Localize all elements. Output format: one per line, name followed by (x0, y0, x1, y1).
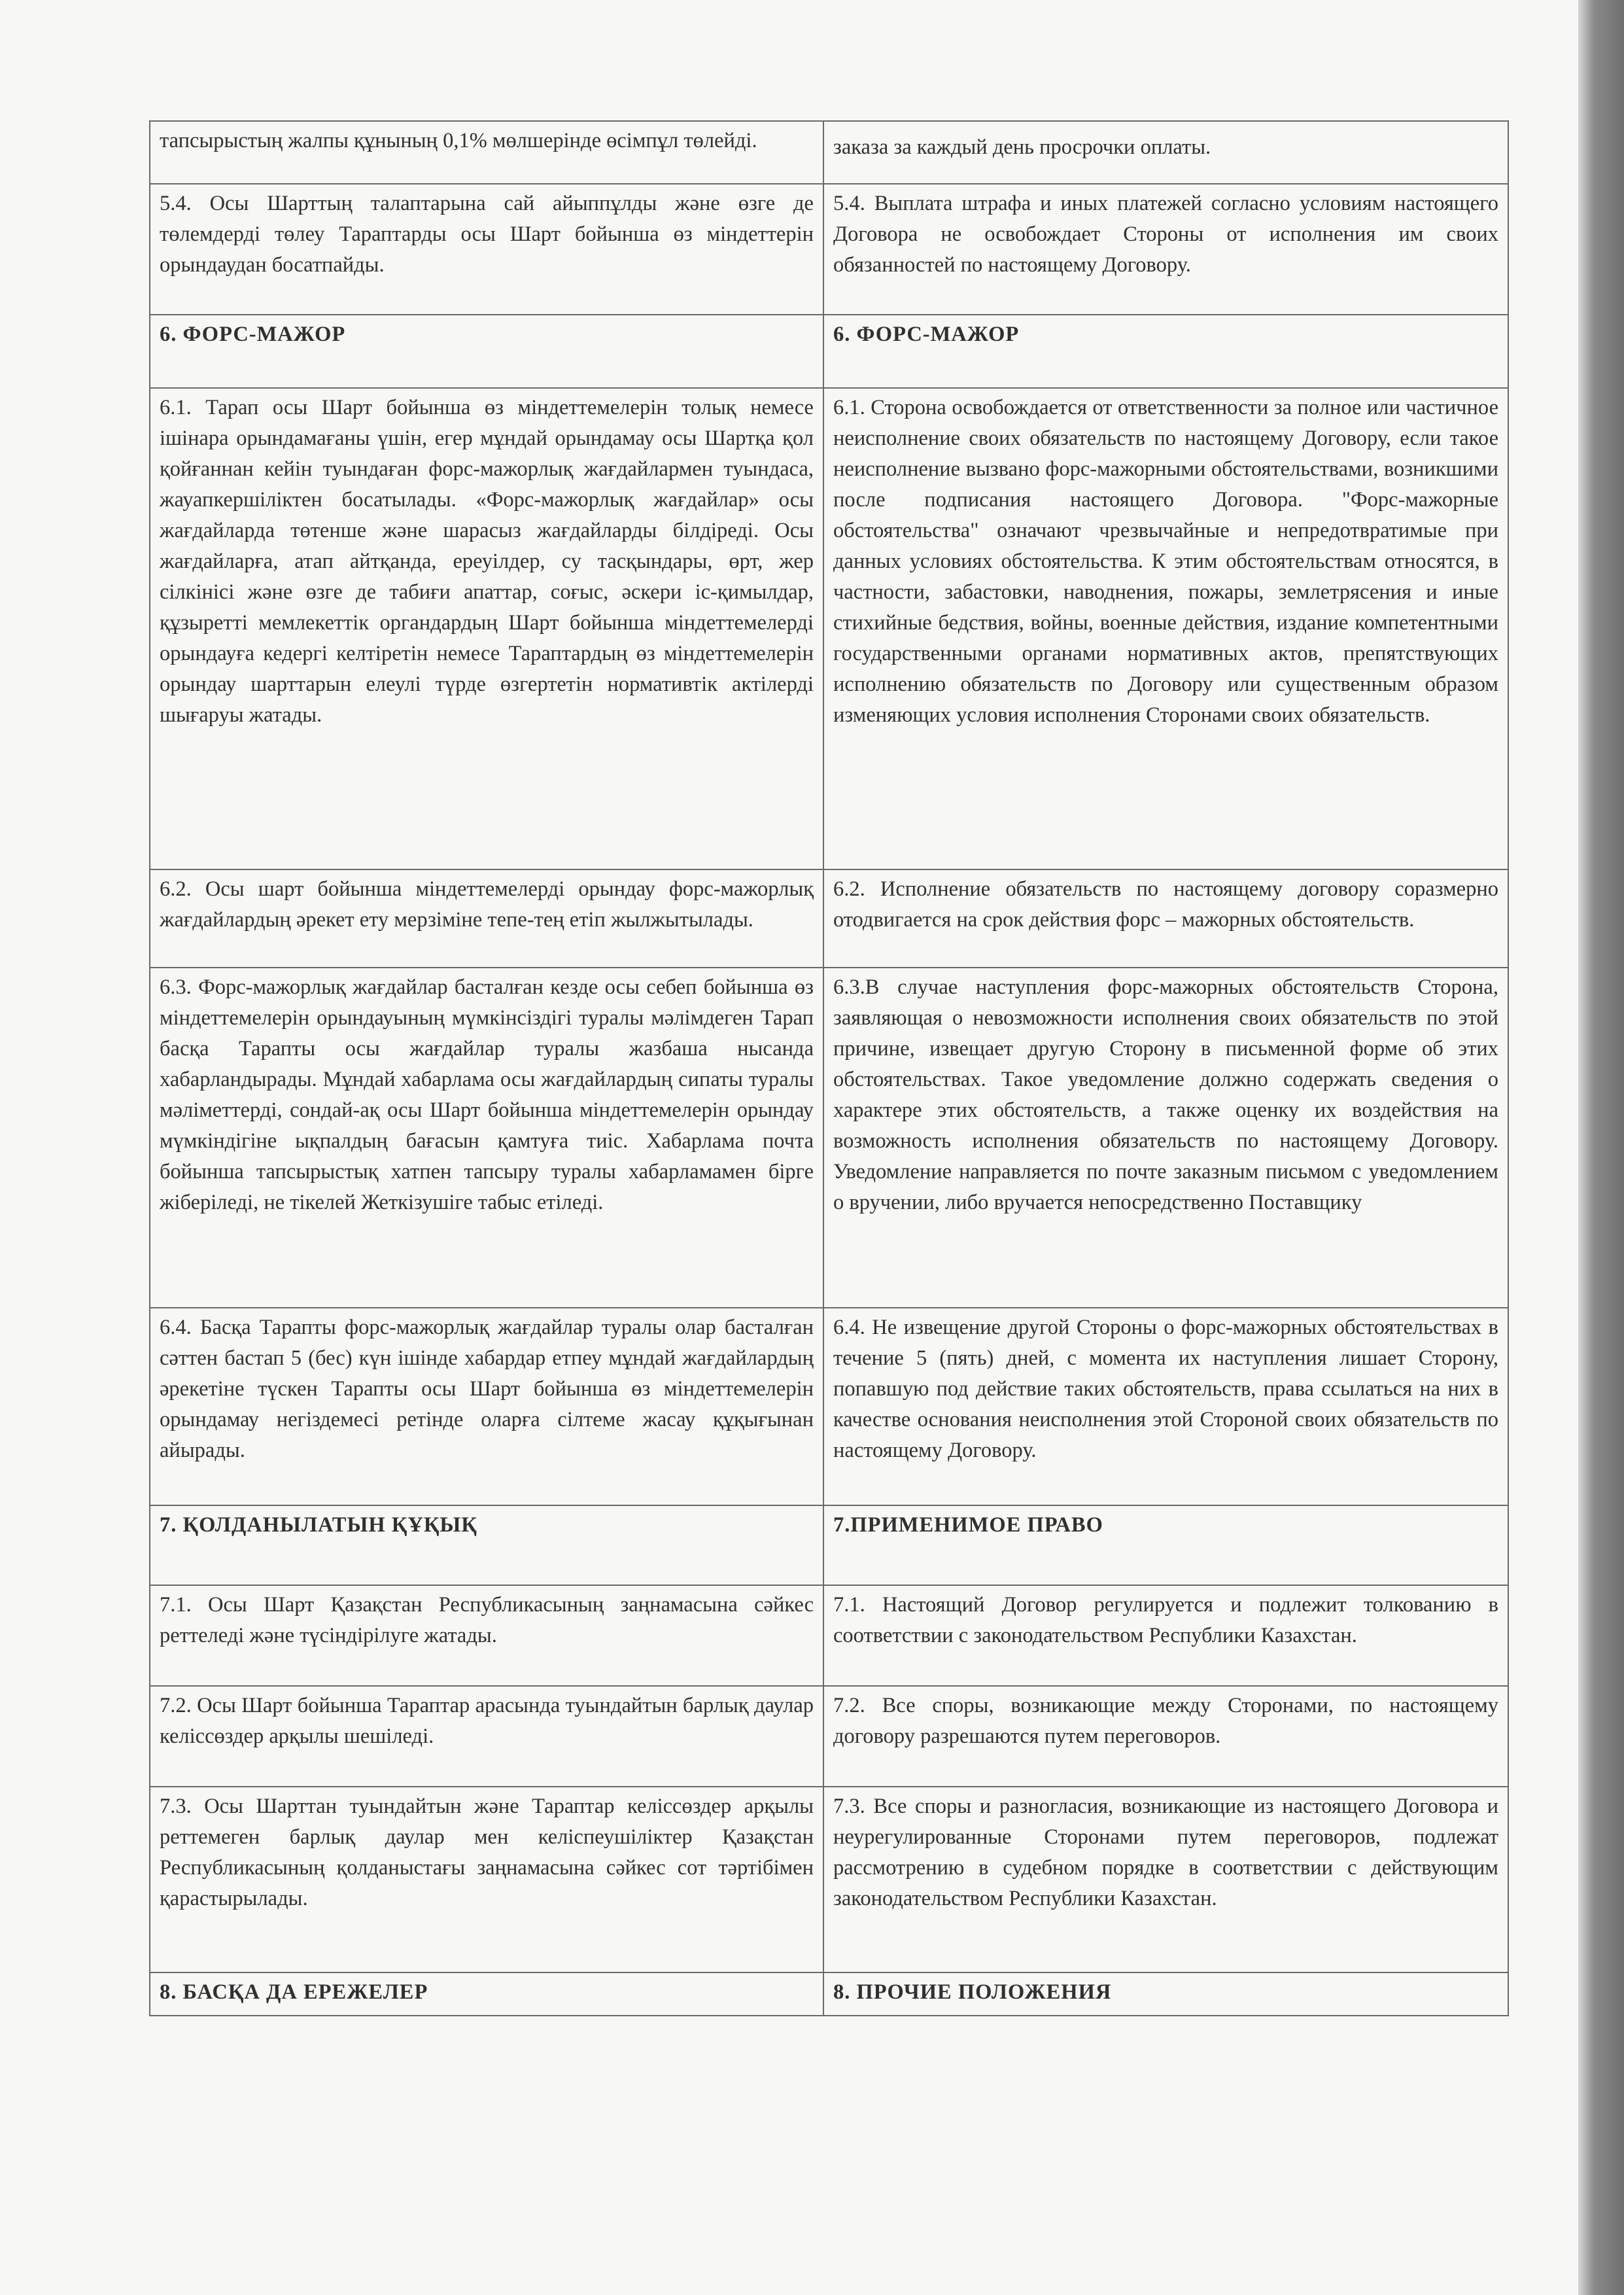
section-header-row (150, 1505, 1508, 1585)
kz-cell (150, 869, 823, 968)
table-row (150, 184, 1508, 315)
ru-cell (823, 184, 1508, 315)
kz-text: 6.1. Тарап осы Шарт бойынша өз міндеттемелерін толық немесе ішінара орындамағаны үшін, егер мұндай орындамау осы Шартқа қол қойғаннан кейін туындаған форс-мажорлық жағдайлармен туындаса, жауапкершіліктен босатылады. «Форс-мажорлық жағдайлар» осы жағдайларда төтенше және шарасыз жағдайларды білдіреді. Осы жағдайларға, атап айтқанда, ереуілдер, су тасқындары, өрт, жер сілкінісі және өзге де табиғи апаттар, соғыс, әскери іс-қимылдар, құзыретті мемлекеттік органдардың Шарт бойынша міндеттемелерді орындауға кедергі келтіретін немесе Тараптардың өз міндеттемелерін орындау шарттарын елеулі түрде өзгертетін нормативтік актілерді шығаруы жатады. (160, 396, 814, 727)
ru-text: 7.2. Все споры, возникающие между Сторонами, по настоящему договору разрешаются путем переговоров. (833, 1694, 1498, 1748)
ru-text: 6.2. Исполнение обязательств по настоящему договору соразмерно отодвигается на срок действия форс – мажорных обстоятельств. (833, 877, 1498, 932)
table-row (150, 1585, 1508, 1686)
ru-cell (823, 121, 1508, 184)
kz-cell (150, 121, 823, 184)
table-row (150, 388, 1508, 869)
table-row (150, 1686, 1508, 1787)
table-row (150, 1787, 1508, 1972)
kz-cell (150, 1585, 823, 1686)
section-title-ru (823, 315, 1508, 388)
ru-text: 6.3.В случае наступления форс-мажорных обстоятельств Сторона, заявляющая о невозможности исполнения своих обязательств по этой причине, извещает другую Сторону в письменной форме об этих обстоятельствах. Такое уведомление должно содержать сведения о характере этих обстоятельств, а также оценку их воздействия на возможность исполнения обязательств по настоящему Договору. Уведомление направляется по почте заказным письмом с уведомлением о вручении, либо вручается непосредственно Поставщику (833, 975, 1498, 1214)
ru-cell (823, 968, 1508, 1308)
ru-cell (823, 388, 1508, 869)
section-header-row (150, 1972, 1508, 2016)
section-header-row (150, 315, 1508, 388)
ru-text: 6.1. Сторона освобождается от ответственности за полное или частичное неисполнение своих обязательств по настоящему Договору, если такое неисполнение вызвано форс-мажорными обстоятельствами, возникшими после подписания настоящего Договора. "Форс-мажорные обстоятельства" означают чрезвычайные и непредотвратимые при данных условиях обстоятельства. К этим обстоятельствам относятся, в частности, забастовки, наводнения, пожары, землетрясения и иные стихийные бедствия, войны, военные действия, издание компетентными государственными органами нормативных актов, препятствующих исполнению обязательств по Договору или существенным образом изменяющих условия исполнения Сторонами своих обязательств. (833, 396, 1498, 727)
section-title-kz (150, 1505, 823, 1585)
ru-text: заказа за каждый день просрочки оплаты. (833, 135, 1211, 159)
table-row (150, 1308, 1508, 1505)
bilingual-contract-table (149, 120, 1509, 2016)
section-title-text: 8. БАСҚА ДА ЕРЕЖЕЛЕР (160, 1980, 428, 2004)
ru-cell (823, 1585, 1508, 1686)
ru-cell (823, 869, 1508, 968)
kz-text: 7.1. Осы Шарт Қазақстан Республикасының заңнамасына сәйкес реттеледі және түсіндірілуге жатады. (160, 1593, 814, 1647)
table-row (150, 121, 1508, 184)
ru-text: 5.4. Выплата штрафа и иных платежей согласно условиям настоящего Договора не освобождает Стороны от исполнения им своих обязанностей по настоящему Договору. (833, 192, 1498, 277)
kz-text: 6.4. Басқа Тарапты форс-мажорлық жағдайлар туралы олар басталған сәттен бастап 5 (бес) күн ішінде хабардар етпеу мұндай жағдайлардың әрекетіне түскен Тарапты осы Шарт бойынша өз міндеттемелерін орындамау негіздемесі ретінде оларға сілтеме жасау құқығынан айырады. (160, 1316, 814, 1462)
section-title-ru (823, 1972, 1508, 2016)
kz-cell (150, 1686, 823, 1787)
kz-text: 6.3. Форс-мажорлық жағдайлар басталған кезде осы себеп бойынша өз міндеттемелерін орындауының мүмкінсіздігі туралы мәлімдеген Тарап басқа Тарапты осы жағдайлар туралы жазбаша нысанда хабарландырады. Мұндай хабарлама осы жағдайлардың сипаты туралы мәліметтерді, сондай-ақ осы Шарт бойынша міндеттемелерін орындау мүмкіндігіне ықпалдың бағасын қамтуға тиіс. Хабарлама почта бойынша тапсырыстық хатпен тапсыру туралы хабарламамен бірге жіберіледі, не тікелей Жеткізушіге табыс етіледі. (160, 975, 814, 1214)
table-row (150, 968, 1508, 1308)
table-row (150, 869, 1508, 968)
ru-text: 7.3. Все споры и разногласия, возникающие из настоящего Договора и неурегулированные Сторонами путем переговоров, подлежат рассмотрению в судебном порядке в соответствии с действующим законодательством Республики Казахстан. (833, 1795, 1498, 1910)
ru-text: 6.4. Не извещение другой Стороны о форс-мажорных обстоятельствах в течение 5 (пять) дней, с момента их наступления лишает Сторону, попавшую под действие таких обстоятельств, права ссылаться на них в качестве основания неисполнения этой Стороной своих обязательств по настоящему Договору. (833, 1316, 1498, 1462)
kz-text: 5.4. Осы Шарттың талаптарына сай айыппұлды және өзге де төлемдерді төлеу Тараптарды осы Шарт бойынша өз міндеттерін орындаудан босатпайды. (160, 192, 814, 277)
kz-text: 7.3. Осы Шарттан туындайтын және Тараптар келіссөздер арқылы реттемеген барлық даулар мен келіспеушіліктер Қазақстан Республикасының қолданыстағы заңнамасына сәйкес сот тәртібімен қарастырылады. (160, 1795, 814, 1910)
ru-cell (823, 1308, 1508, 1505)
ru-cell (823, 1686, 1508, 1787)
scan-edge-shadow (1578, 0, 1624, 2295)
section-title-kz (150, 1972, 823, 2016)
kz-text: тапсырыстың жалпы құнының 0,1% мөлшерінде өсімпұл төлейді. (160, 129, 757, 152)
kz-text: 6.2. Осы шарт бойынша міндеттемелерді орындау форс-мажорлық жағдайлардың әрекет ету мерзіміне тепе-тең етіп жылжытылады. (160, 877, 814, 932)
kz-text: 7.2. Осы Шарт бойынша Тараптар арасында туындайтын барлық даулар келіссөздер арқылы шешіледі. (160, 1694, 814, 1748)
kz-cell (150, 1308, 823, 1505)
section-title-text: 7.ПРИМЕНИМОЕ ПРАВО (833, 1513, 1103, 1537)
section-title-text: 6. ФОРС-МАЖОР (833, 323, 1020, 346)
section-title-text: 7. ҚОЛДАНЫЛАТЫН ҚҰҚЫҚ (160, 1513, 477, 1537)
section-title-ru (823, 1505, 1508, 1585)
section-title-kz (150, 315, 823, 388)
section-title-text: 6. ФОРС-МАЖОР (160, 323, 346, 346)
ru-text: 7.1. Настоящий Договор регулируется и подлежит толкованию в соответствии с законодательством Республики Казахстан. (833, 1593, 1498, 1647)
kz-cell (150, 1787, 823, 1972)
section-title-text: 8. ПРОЧИЕ ПОЛОЖЕНИЯ (833, 1980, 1112, 2004)
kz-cell (150, 968, 823, 1308)
kz-cell (150, 388, 823, 869)
contract-page (149, 120, 1498, 2016)
ru-cell (823, 1787, 1508, 1972)
kz-cell (150, 184, 823, 315)
